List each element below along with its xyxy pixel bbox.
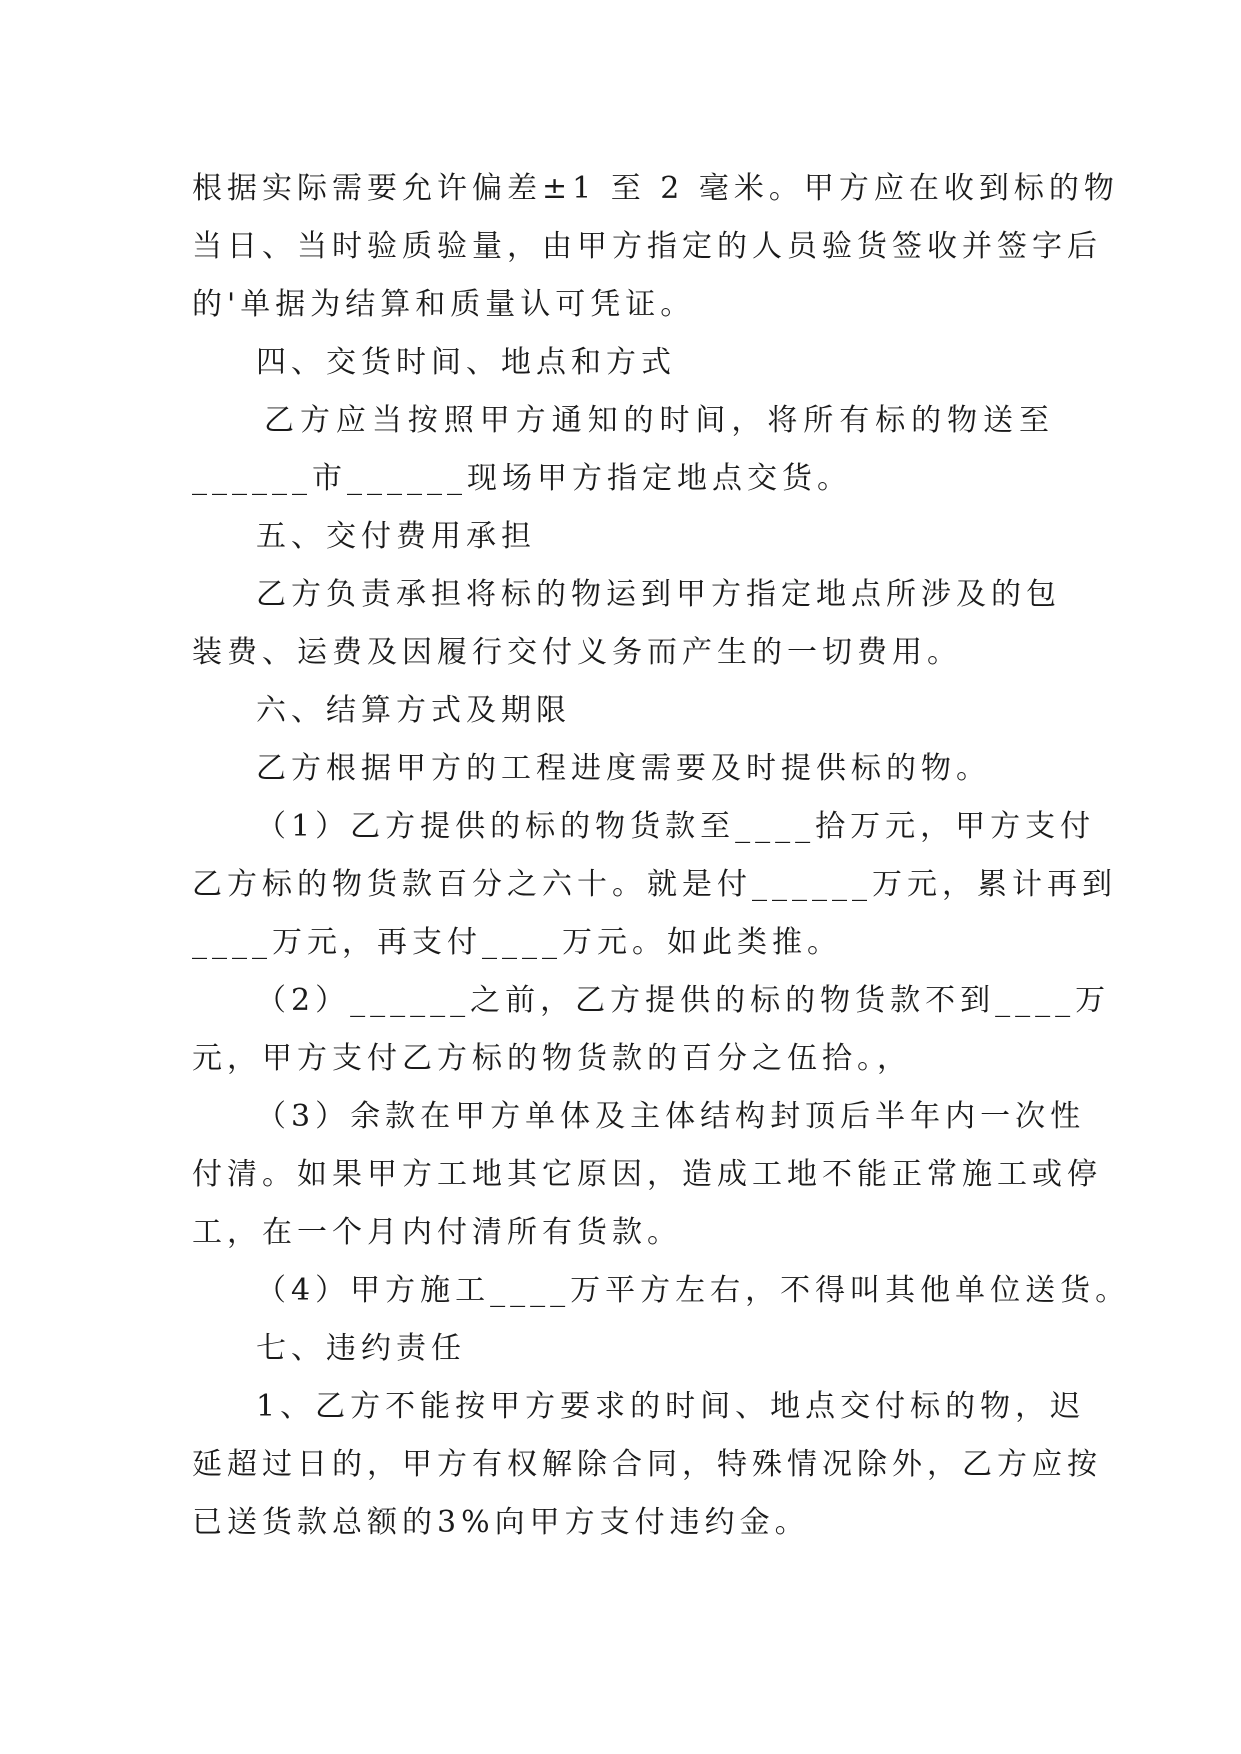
clause-4-line-1: （4）甲方施工____万平方左右，不得叫其他单位送货。 [256,1273,1131,1308]
clause-3-line-3: 工，在一个月内付清所有货款。 [192,1215,682,1250]
text-line-8: 乙方负责承担将标的物运到甲方指定地点所涉及的包 [256,577,1061,612]
section-heading-7: 七、违约责任 [256,1331,466,1366]
text-line-3: 的'单据为结算和质量认可凭证。 [192,287,696,322]
text-line-2: 当日、当时验质验量，由甲方指定的人员验货签收并签字后 [192,229,1102,264]
penalty-1-line-2: 延超过日的，甲方有权解除合同，特殊情况除外，乙方应按 [192,1447,1102,1482]
clause-1-line-2: 乙方标的物货款百分之六十。就是付______万元，累计再到 [192,867,1117,902]
clause-1-line-1: （1）乙方提供的标的物货款至____拾万元，甲方支付 [256,809,1096,844]
section-heading-5: 五、交付费用承担 [256,519,536,554]
clause-2-line-1: （2）______之前，乙方提供的标的物货款不到____万 [256,983,1111,1018]
text-line-9: 装费、运费及因履行交付义务而产生的一切费用。 [192,635,962,670]
document-body [192,160,1131,1552]
clause-2-line-2: 元，甲方支付乙方标的物货款的百分之伍拾。， [192,1041,912,1076]
text-line-6: ______市______现场甲方指定地点交货。 [192,461,852,496]
clause-1-line-3: ____万元，再支付____万元。如此类推。 [192,925,842,960]
penalty-1-line-1: 1、乙方不能按甲方要求的时间、地点交付标的物，迟 [256,1389,1086,1424]
penalty-1-line-3: 已送货款总额的3%向甲方支付违约金。 [192,1505,810,1540]
section-heading-4: 四、交货时间、地点和方式 [256,345,676,380]
clause-3-line-2: 付清。如果甲方工地其它原因，造成工地不能正常施工或停 [192,1157,1102,1192]
text-line-5: 乙方应当按照甲方通知的时间，将所有标的物送至 [264,403,1054,438]
text-line-11: 乙方根据甲方的工程进度需要及时提供标的物。 [256,751,991,786]
section-heading-6: 六、结算方式及期限 [256,693,571,728]
text-line-1: 根据实际需要允许偏差±1 至 2 毫米。甲方应在收到标的物 [192,171,1119,206]
clause-3-line-1: （3）余款在甲方单体及主体结构封顶后半年内一次性 [256,1099,1086,1134]
